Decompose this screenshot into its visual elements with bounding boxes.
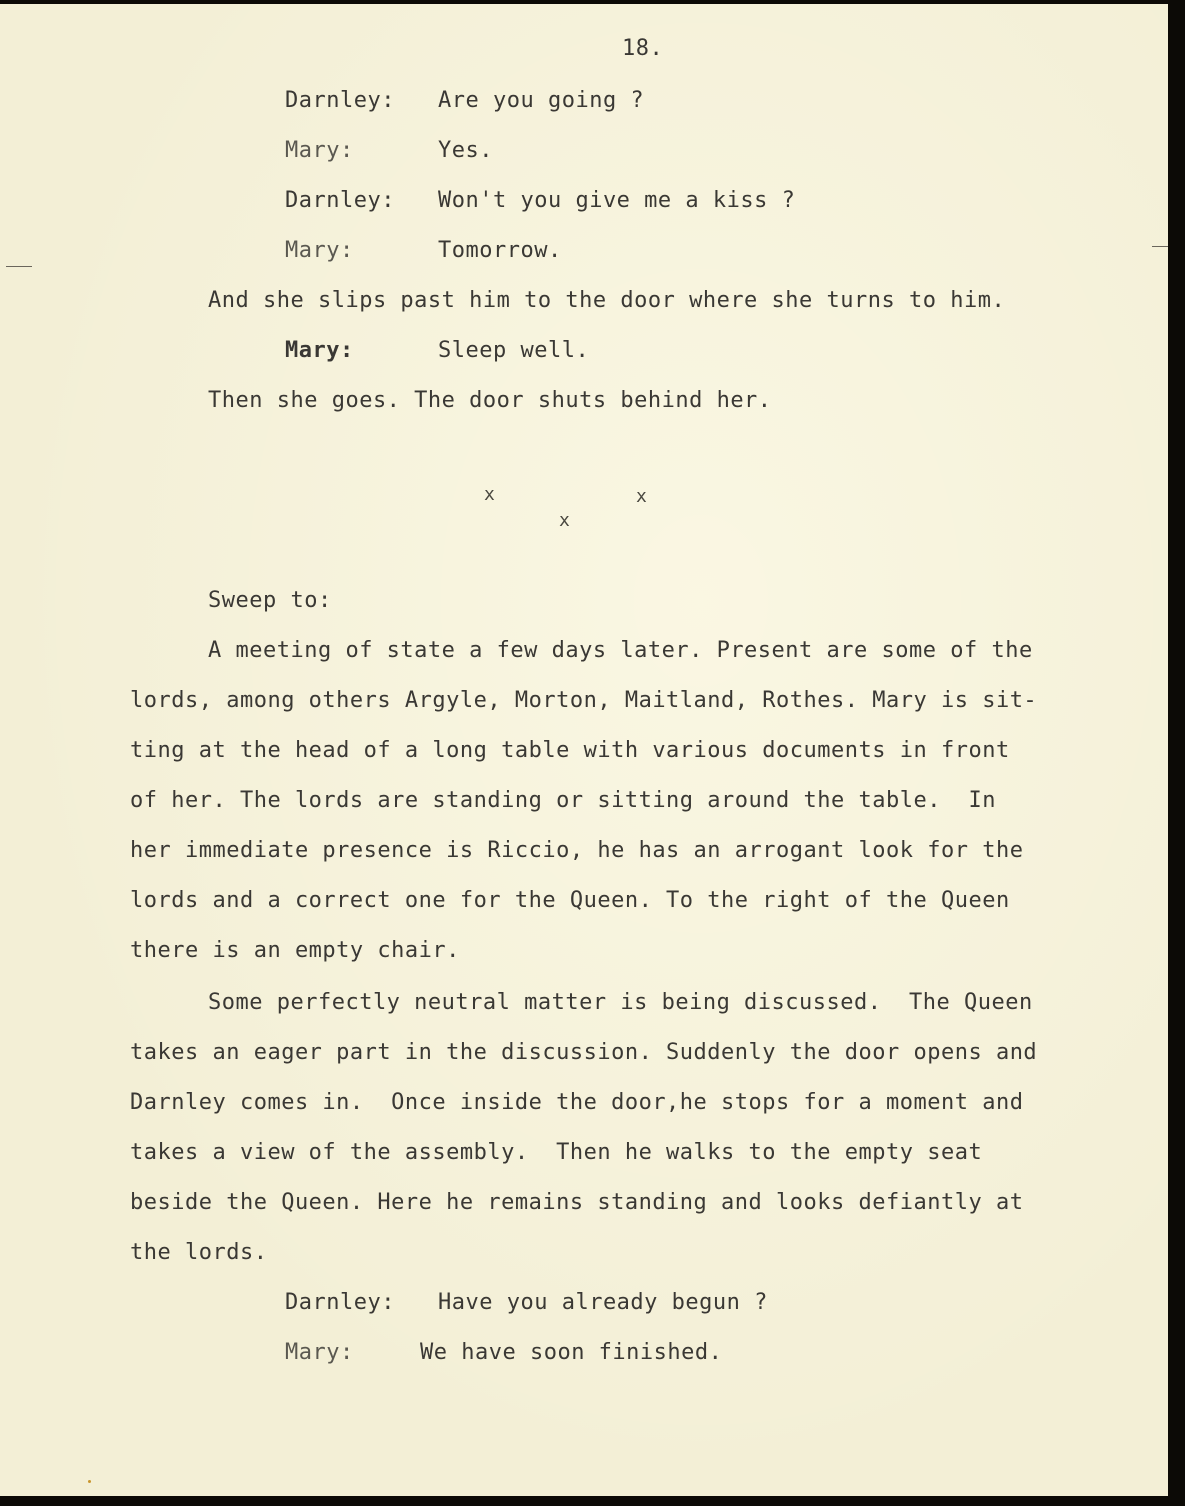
typewritten-page bbox=[0, 4, 1168, 1496]
paragraph-line: takes an eager part in the discussion. Suddenly the door opens and bbox=[130, 1040, 1038, 1065]
paragraph-line: takes a view of the assembly. Then he walks to the empty seat bbox=[130, 1140, 983, 1165]
stage-direction: And she slips past him to the door where she turns to him. bbox=[208, 288, 1006, 313]
paragraph-line: A meeting of state a few days later. Present are some of the bbox=[208, 638, 1033, 663]
paragraph-line: her immediate presence is Riccio, he has an arrogant look for the bbox=[130, 838, 1024, 863]
speaker-label: Darnley: bbox=[285, 88, 395, 113]
paragraph-line: beside the Queen. Here he remains standing and looks defiantly at bbox=[130, 1190, 1024, 1215]
paragraph-line: of her. The lords are standing or sitting around the table. In bbox=[130, 788, 996, 813]
paragraph-line: there is an empty chair. bbox=[130, 938, 460, 963]
dialogue-line: Are you going ? bbox=[438, 88, 645, 113]
separator-mark: x bbox=[559, 510, 571, 531]
paper-speck bbox=[88, 1480, 91, 1483]
speaker-label: Darnley: bbox=[285, 1290, 395, 1315]
dialogue-line: Have you already begun ? bbox=[438, 1290, 768, 1315]
dialogue-line: Tomorrow. bbox=[438, 238, 562, 263]
separator-mark: x bbox=[484, 484, 496, 505]
speaker-label: Mary: bbox=[285, 338, 354, 363]
separator-mark: x bbox=[636, 486, 648, 507]
speaker-label: Mary: bbox=[285, 138, 354, 163]
dialogue-line: Won't you give me a kiss ? bbox=[438, 188, 796, 213]
paragraph-line: lords, among others Argyle, Morton, Maitland, Rothes. Mary is sit- bbox=[130, 688, 1038, 713]
sweep-heading: Sweep to: bbox=[208, 588, 332, 613]
speaker-label: Mary: bbox=[285, 1340, 354, 1365]
speaker-label: Mary: bbox=[285, 238, 354, 263]
paragraph-line: ting at the head of a long table with various documents in front bbox=[130, 738, 1010, 763]
right-margin-mark bbox=[1152, 246, 1168, 247]
dialogue-line: Sleep well. bbox=[438, 338, 590, 363]
dialogue-line: We have soon finished. bbox=[420, 1340, 723, 1365]
paragraph-line: lords and a correct one for the Queen. To the right of the Queen bbox=[130, 888, 1010, 913]
stage-direction: Then she goes. The door shuts behind her. bbox=[208, 388, 772, 413]
speaker-label: Darnley: bbox=[285, 188, 395, 213]
paragraph-line: the lords. bbox=[130, 1240, 268, 1265]
page-number: 18. bbox=[622, 36, 664, 61]
left-margin-mark bbox=[6, 266, 32, 267]
paragraph-line: Some perfectly neutral matter is being discussed. The Queen bbox=[208, 990, 1033, 1015]
paragraph-line: Darnley comes in. Once inside the door,he stops for a moment and bbox=[130, 1090, 1024, 1115]
dialogue-line: Yes. bbox=[438, 138, 493, 163]
